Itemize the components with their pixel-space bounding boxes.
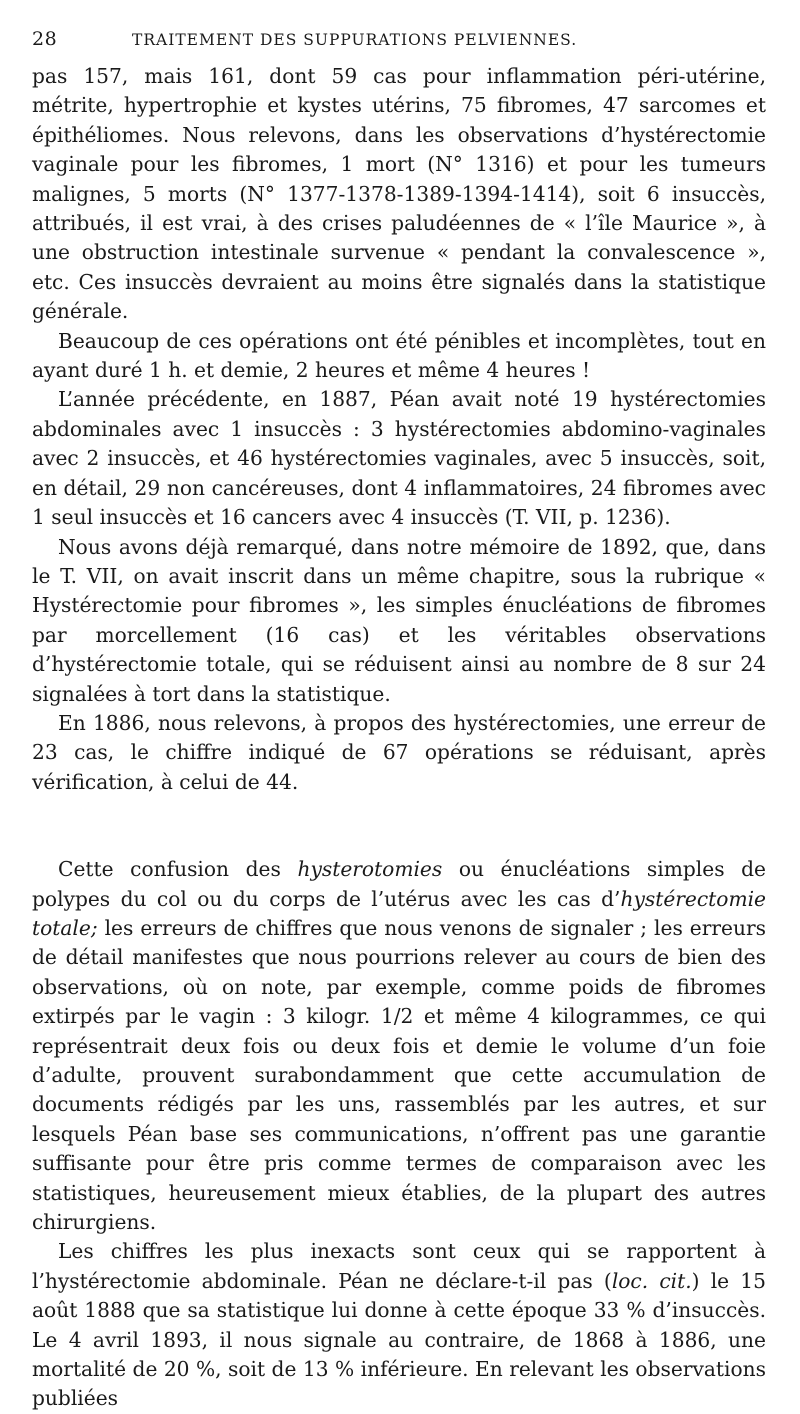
paragraph — [32, 1237, 766, 1413]
paragraph — [32, 855, 766, 1237]
paragraph: Nous avons déjà remarqué, dans notre mémoire de 1892, que, dans le T. VII, on avait inscrit dans un même chapitre, sous la rubrique « Hystérectomie pour fibromes », les simples énucléations de fibromes par morcellement (16 cas) et les véritables observations d’hystérectomie totale, qui se réduisent ainsi au nombre de 8 sur 24 signalées à tort dans la statistique. — [32, 534, 766, 706]
italic-term: hysterotomies — [297, 857, 443, 882]
paragraph: En 1886, nous relevons, à propos des hystérectomies, une erreur de 23 cas, le chiffre indiqué de 67 opérations se réduisant, après vérification, à celui de 44. — [32, 710, 766, 794]
text-run: ou énucléations simples de polypes du col ou du corps de l’utérus avec les cas d’ — [32, 857, 767, 911]
text-run: les erreurs de chiffres que nous venons de signaler ; les erreurs de détail manifestes que nous pourrions relever au cours de bien des observations, où on note, par exemple, comme poids de fibromes extirpés par le vagin : 3 kilogr. 1/2 et même 4 kilogrammes, ce qui représentrait deux fois ou deux fois et demie le volume d’un foie d’adulte, prouvent surabondamment que cette accumulation de documents rédigés par les uns, rassemblés par les autres, et sur lesquels Péan base ses communications, n’offrent pas une garantie suffisante pour être pris comme termes de comparaison avec les statistiques, heureusement mieux établies, de la plupart des autres chirurgiens. — [32, 915, 766, 1235]
page-number: 28 — [32, 28, 58, 50]
running-head: TRAITEMENT DES SUPPURATIONS PELVIENNES. — [132, 31, 578, 49]
paragraph: L’année précédente, en 1887, Péan avait noté 19 hystérectomies abdominales avec 1 insuccès : 3 hystérectomies abdomino-vaginales avec 2 insuccès, et 46 hystérectomies vaginales, avec 5 insuccès, soit, en détail, 29 non cancéreuses, dont 4 inflammatoires, 24 fibromes avec 1 seul insuccès et 16 cancers avec 4 insuccès (T. VII, p. 1236). — [32, 387, 766, 530]
section-break — [32, 797, 766, 855]
body-text — [32, 62, 766, 1414]
italic-term: loc. cit. — [611, 1268, 692, 1293]
italic-term: hystérectomie totale; — [32, 886, 766, 940]
paragraph-continued: pas 157, mais 161, dont 59 cas pour inflammation péri-utérine, métrite, hypertrophie et kystes utérins, 75 fibromes, 47 sarcomes et épithéliomes. Nous relevons, dans les observations d’hystérectomie vaginale pour les fibromes, 1 mort (N° 1316) et pour les tumeurs malignes, 5 morts (N° 1377-1378-1389-1394-1414), soit 6 insuccès, attribués, il est vrai, à des crises paludéennes de « l’île Maurice », à une obstruction intestinale survenue « pendant la convalescence », etc. Ces insuccès devraient au moins être signalés dans la statistique générale. — [32, 64, 766, 324]
paragraph: Beaucoup de ces opérations ont été pénibles et incomplètes, tout en ayant duré 1 h. et demie, 2 heures et même 4 heures ! — [32, 328, 766, 383]
page-header — [32, 28, 766, 62]
text-run: Cette confusion des — [58, 857, 298, 882]
text-run: Les chiffres les plus inexacts sont ceux qui se rapportent à l’hystérectomie abdominale. Péan ne déclare-t-il pas ( — [32, 1239, 766, 1293]
text-run: ) le 15 août 1888 que sa statistique lui donne à cette époque 33 % d’insuccès. Le 4 avril 1893, il nous signale au contraire, de 1868 à 1886, une mortalité de 20 %, soit de 13 % inférieure. En relevant les observations publiées — [32, 1268, 766, 1411]
